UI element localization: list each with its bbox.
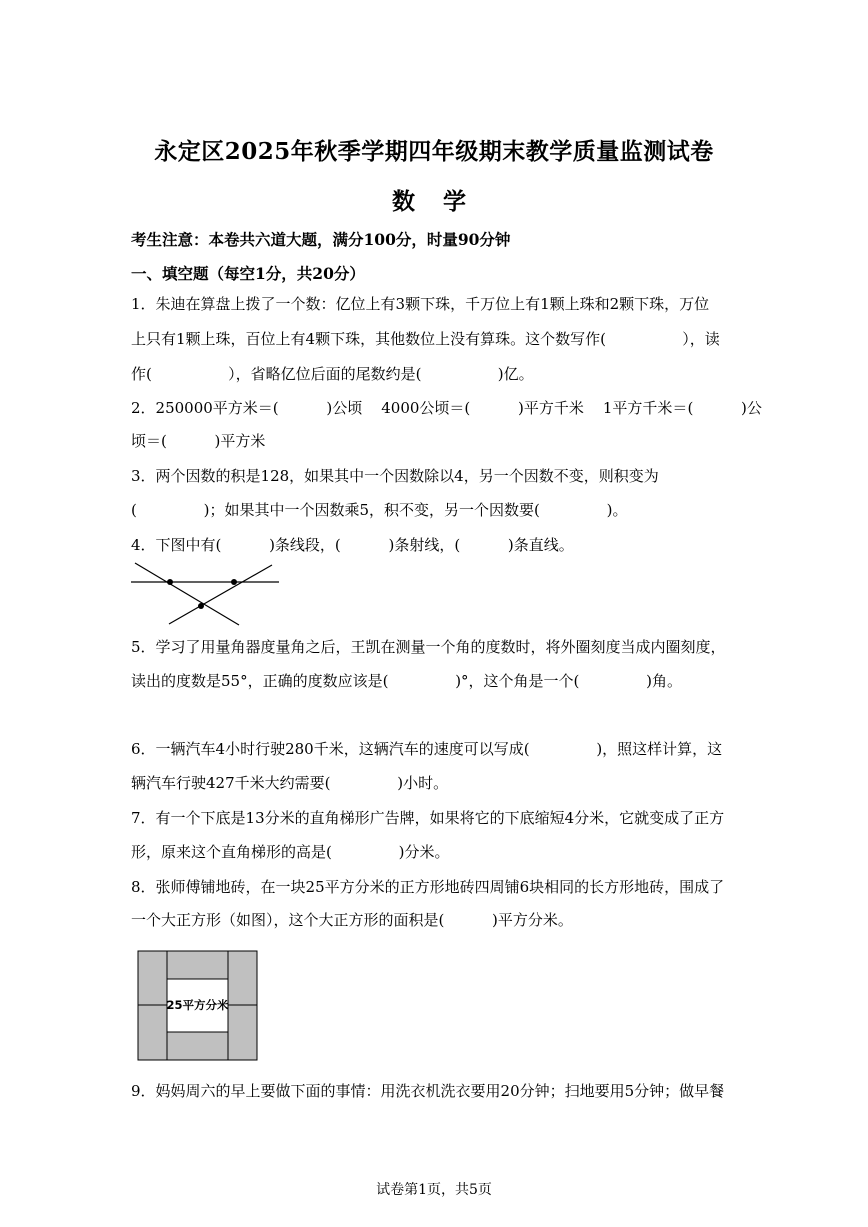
diagonal-line-down <box>135 563 239 625</box>
point-right <box>231 579 237 585</box>
question-7-line-1: 7．有一个下底是13分米的直角梯形广告牌，如果将它的下底缩短4分米，它就变成了正方 <box>131 809 725 827</box>
section-heading-fill-blank: 一、填空题（每空1分，共20分） <box>131 264 365 283</box>
subject-heading: 数 学 <box>391 188 476 215</box>
tiles-figure <box>137 950 259 1062</box>
exam-title: 永定区2025年秋季学期四年级期末教学质量监测试卷 <box>154 138 714 165</box>
tile-right-bottom <box>228 1005 257 1060</box>
question-3-line-1: 3．两个因数的积是128，如果其中一个因数除以4，另一个因数不变，则积变为 <box>131 467 659 485</box>
point-left <box>167 579 173 585</box>
question-9-line-1: 9．妈妈周六的早上要做下面的事情：用洗衣机洗衣要用20分钟；扫地要用5分钟；做早餐 <box>131 1082 725 1100</box>
question-8-line-2: 一个大正方形（如图），这个大正方形的面积是( )平方分米。 <box>131 911 573 929</box>
tile-left-top <box>138 951 167 1005</box>
question-4-line-1: 4．下图中有( )条线段，( )条射线，( )条直线。 <box>131 536 574 554</box>
tile-right-top <box>228 951 257 1005</box>
tile-left-bottom <box>138 1005 167 1060</box>
question-2-line-2: 顷＝( )平方米 <box>131 432 266 450</box>
question-6-line-2: 辆汽车行驶427千米大约需要( )小时。 <box>131 774 449 792</box>
question-2-line-1: 2．250000平方米＝( )公顷 4000公顷＝( )平方千米 1平方千米＝( )公 <box>131 399 762 417</box>
exam-notice: 考生注意：本卷共六道大题，满分100分，时量90分钟 <box>131 230 511 249</box>
question-6-line-1: 6．一辆汽车4小时行驶280千米，这辆汽车的速度可以写成( )，照这样计算，这 <box>131 740 723 758</box>
question-1-line-1: 1．朱迪在算盘上拨了一个数：亿位上有3颗下珠，千万位上有1颗上珠和2颗下珠，万位 <box>131 295 710 313</box>
question-1-line-3: 作( ），省略亿位后面的尾数约是( )亿。 <box>131 365 534 383</box>
page-footer: 试卷第1页，共5页 <box>376 1182 492 1198</box>
tile-top <box>167 951 228 979</box>
question-8-line-1: 8．张师傅铺地砖，在一块25平方分米的正方形地砖四周铺6块相同的长方形地砖，围成了 <box>131 878 725 896</box>
diagonal-line-up <box>169 565 272 624</box>
tile-bottom <box>167 1032 228 1060</box>
lines-figure <box>131 560 281 626</box>
question-5-line-1: 5．学习了用量角器度量角之后，王凯在测量一个角的度数时，将外圈刻度当成内圈刻度， <box>131 638 726 656</box>
question-1-line-2: 上只有1颗上珠，百位上有4颗下珠，其他数位上没有算珠。这个数写作( ），读 <box>131 330 720 348</box>
question-3-line-2: ( )；如果其中一个因数乘5，积不变，另一个因数要( )。 <box>131 501 628 519</box>
point-bottom <box>198 603 204 609</box>
center-square-label: 25平方分米 <box>166 998 229 1012</box>
question-7-line-2: 形，原来这个直角梯形的高是( )分米。 <box>131 843 450 861</box>
question-5-line-2: 读出的度数是55°，正确的度数应该是( )°，这个角是一个( )角。 <box>131 672 683 690</box>
